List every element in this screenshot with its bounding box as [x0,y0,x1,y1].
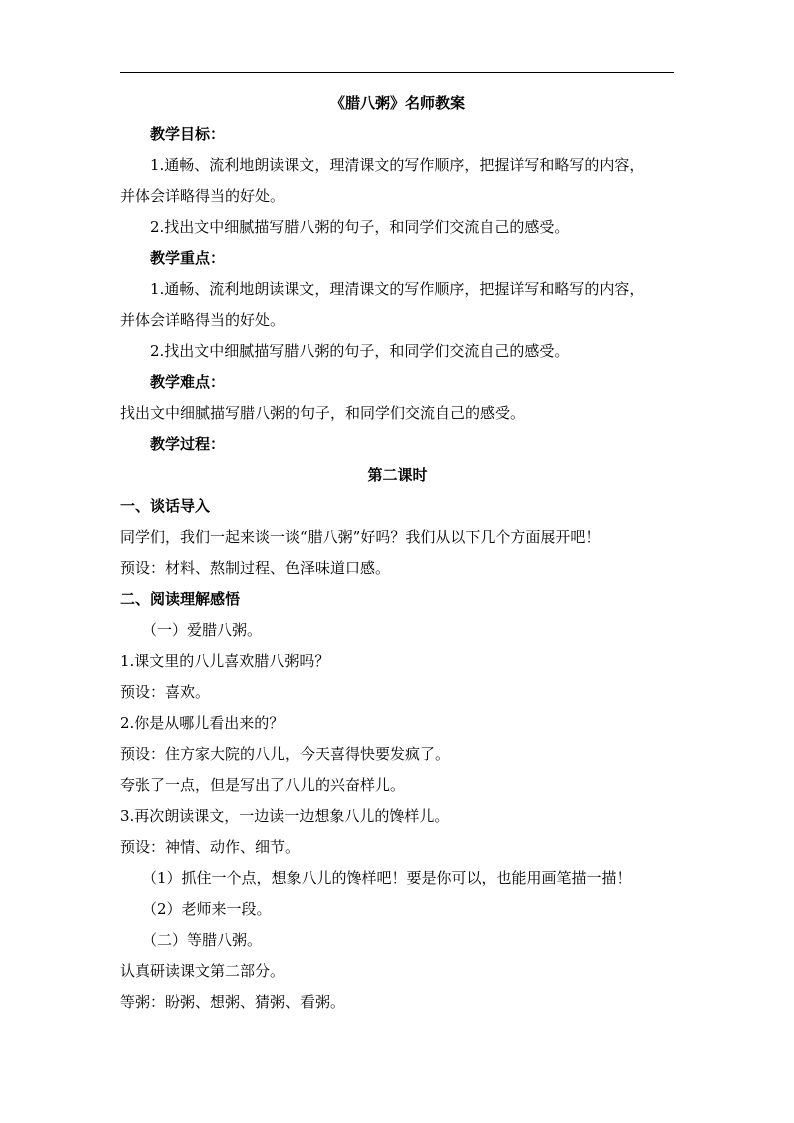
header-rule [120,72,674,73]
key-point-1-line-2: 并体会详略得当的好处。 [120,311,286,329]
study-instruction: 认真研读课文第二部分。 [120,962,286,980]
question-2: 2.你是从哪儿看出来的？ [120,714,285,732]
lesson-period-title: 第二课时 [367,466,428,484]
answer-2-comment: 夸张了一点，但是写出了八儿的兴奋样儿。 [120,776,406,794]
objective-1-line-1: 1.通畅、流利地朗读课文，理清课文的写作顺序，把握详写和略写的内容， [150,156,645,174]
activity-1: （1）抓住一个点，想象八儿的馋样吧！要是你可以，也能用画笔描一描！ [142,869,632,887]
objective-2: 2.找出文中细腻描写腊八粥的句子，和同学们交流自己的感受。 [150,218,570,236]
document-title: 《腊八粥》名师教案 [329,94,465,112]
intro-text: 同学们，我们一起来谈一谈“腊八粥”好吗？我们从以下几个方面展开吧！ [120,528,601,546]
part-2-heading: 二、阅读理解感悟 [120,590,241,608]
subsection-1-heading: （一）爱腊八粥。 [142,621,263,639]
question-3: 3.再次朗读课文，一边读一边想象八儿的馋样儿。 [120,807,450,825]
document-body [120,88,675,1018]
subsection-2-heading: （二）等腊八粥。 [142,931,263,949]
section-heading-difficulties: 教学难点： [150,373,226,391]
objective-1-line-2: 并体会详略得当的好处。 [120,187,286,205]
part-1-heading: 一、谈话导入 [120,497,211,515]
section-heading-process: 教学过程： [150,435,226,453]
section-heading-objectives: 教学目标： [150,125,226,143]
answer-2: 预设：住方家大院的八儿，今天喜得快要发疯了。 [120,745,451,763]
answer-1: 预设：喜欢。 [120,683,211,701]
difficulty-text: 找出文中细腻描写腊八粥的句子，和同学们交流自己的感受。 [120,404,526,422]
intro-preset: 预设：材料、熬制过程、色泽味道口感。 [120,559,391,577]
section-heading-key-points: 教学重点： [150,249,226,267]
key-point-1-line-1: 1.通畅、流利地朗读课文，理清课文的写作顺序，把握详写和略写的内容， [150,280,645,298]
answer-3: 预设：神情、动作、细节。 [120,838,301,856]
waiting-porridge-summary: 等粥：盼粥、想粥、猜粥、看粥。 [120,993,346,1011]
key-point-2: 2.找出文中细腻描写腊八粥的句子，和同学们交流自己的感受。 [150,342,570,360]
activity-2: （2）老师来一段。 [142,900,272,918]
question-1: 1.课文里的八儿喜欢腊八粥吗？ [120,652,330,670]
